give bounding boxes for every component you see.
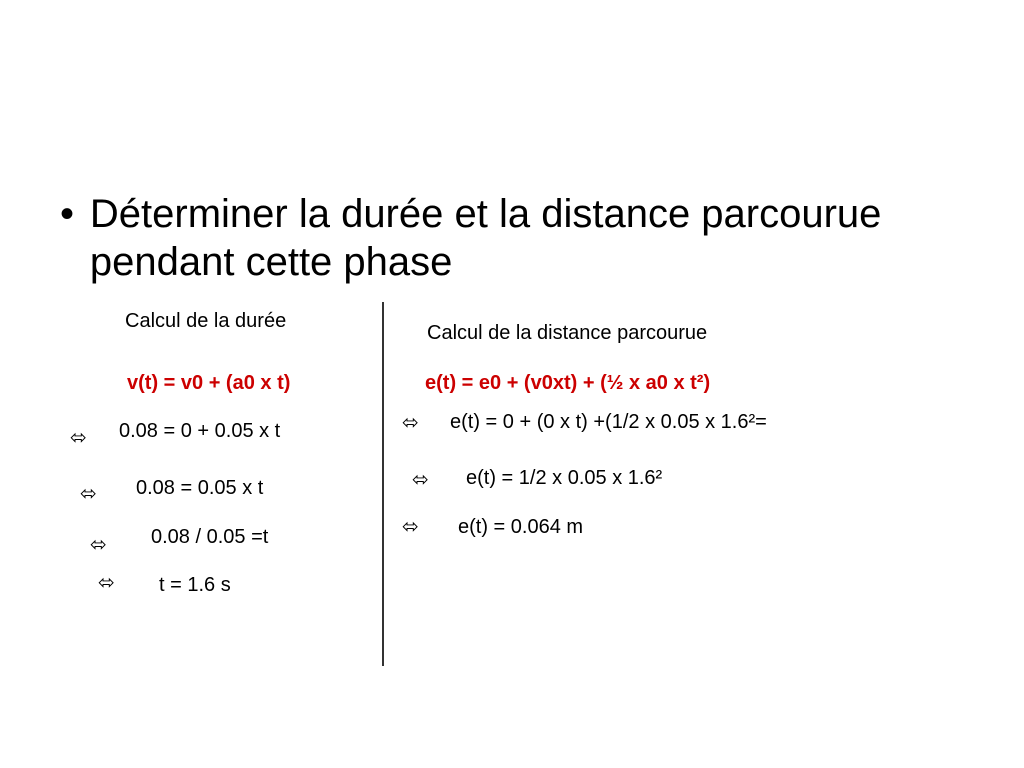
bullet-dot-icon: • xyxy=(60,192,75,236)
equivalence-arrow-icon: ⬄ xyxy=(98,572,115,594)
distance-step-1: e(t) = 0 + (0 x t) +(1/2 x 0.05 x 1.6²= xyxy=(450,411,767,433)
equivalence-arrow-icon: ⬄ xyxy=(402,516,419,538)
velocity-formula: v(t) = v0 + (a0 x t) xyxy=(127,372,291,394)
left-heading: Calcul de la durée xyxy=(125,310,287,332)
equivalence-arrow-icon: ⬄ xyxy=(402,412,419,434)
duration-step-2: 0.08 = 0.05 x t xyxy=(136,477,264,499)
equivalence-arrow-icon: ⬄ xyxy=(90,534,107,556)
duration-step-3: 0.08 / 0.05 =t xyxy=(151,526,269,548)
distance-step-2: e(t) = 1/2 x 0.05 x 1.6² xyxy=(466,467,663,489)
duration-step-1: 0.08 = 0 + 0.05 x t xyxy=(119,420,281,442)
distance-result: e(t) = 0.064 m xyxy=(458,516,584,538)
column-divider xyxy=(382,302,384,666)
bullet-item xyxy=(60,190,960,286)
right-heading: Calcul de la distance parcourue xyxy=(427,322,708,344)
equivalence-arrow-icon: ⬄ xyxy=(80,483,97,505)
equivalence-arrow-icon: ⬄ xyxy=(412,469,429,491)
equivalence-arrow-icon: ⬄ xyxy=(70,427,87,449)
distance-formula: e(t) = e0 + (v0xt) + (½ x a0 x t²) xyxy=(425,372,711,394)
duration-result: t = 1.6 s xyxy=(159,574,231,596)
bullet-text: Déterminer la durée et la distance parcourue pendant cette phase xyxy=(89,192,882,284)
